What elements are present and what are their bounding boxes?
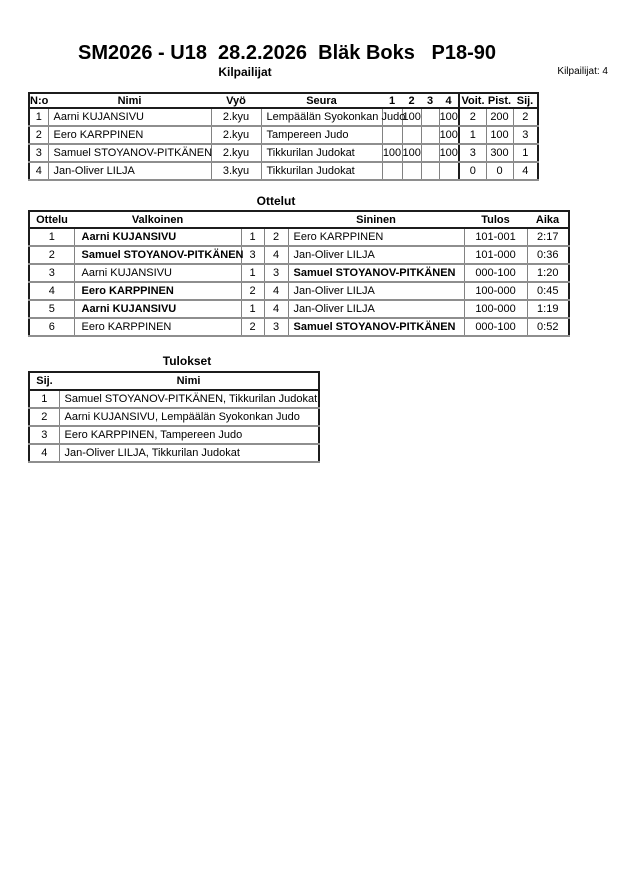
blue-name-cell: Samuel STOYANOV-PITKÄNEN [288, 318, 464, 336]
match-number-cell: 5 [29, 300, 74, 318]
white-name-cell: Samuel STOYANOV-PITKÄNEN [74, 246, 241, 264]
blue-number-cell: 4 [264, 282, 288, 300]
blue-name-cell: Jan-Oliver LILJA [288, 282, 464, 300]
seura-cell: Lempäälän Syokonkan Judo [261, 108, 382, 126]
opponent-1-header: 1 [382, 93, 402, 108]
matches-table [28, 210, 570, 337]
voit-cell: 3 [459, 144, 486, 162]
time-header: Aika [527, 211, 569, 228]
time-cell: 0:45 [527, 282, 569, 300]
white-name-cell: Aarni KUJANSIVU [74, 228, 241, 246]
match-2-cell: 100 [402, 144, 421, 162]
competitor-row [29, 162, 538, 180]
belt-header: Vyö [211, 93, 261, 108]
nimi-cell: Eero KARPPINEN [48, 126, 211, 144]
match-number-cell: 3 [29, 264, 74, 282]
match-3-cell [421, 108, 439, 126]
match-4-cell: 100 [439, 126, 459, 144]
sij-cell: 4 [513, 162, 538, 180]
blue-name-cell: Samuel STOYANOV-PITKÄNEN [288, 264, 464, 282]
seura-cell: Tikkurilan Judokat [261, 162, 382, 180]
result-header: Tulos [464, 211, 527, 228]
result-row [29, 390, 319, 408]
match-number-cell: 4 [29, 282, 74, 300]
competitor-row [29, 126, 538, 144]
blue-header: Sininen [288, 211, 464, 228]
results-header-row [29, 372, 319, 390]
result-cell: 101-001 [464, 228, 527, 246]
match-3-cell [421, 126, 439, 144]
blue-number-cell: 3 [264, 264, 288, 282]
white-name-cell: Eero KARPPINEN [74, 282, 241, 300]
vyo-cell: 2.kyu [211, 108, 261, 126]
no-cell: 4 [29, 162, 48, 180]
match-number-header: Ottelu [29, 211, 74, 228]
white-name-cell: Aarni KUJANSIVU [74, 264, 241, 282]
match-2-cell: 100 [402, 108, 421, 126]
pist-cell: 0 [486, 162, 513, 180]
no-header: N:o [30, 94, 49, 107]
rank-header: Sij. [513, 93, 538, 108]
name-header: Nimi [59, 372, 319, 390]
no-cell: 1 [29, 108, 48, 126]
name-header: Nimi [48, 93, 211, 108]
blue-number-cell: 4 [264, 300, 288, 318]
match-row [29, 228, 569, 246]
blue-number-cell: 4 [264, 246, 288, 264]
no-cell: 3 [29, 144, 48, 162]
result-row [29, 408, 319, 426]
nimi-cell: Aarni KUJANSIVU [48, 108, 211, 126]
seura-cell: Tikkurilan Judokat [261, 144, 382, 162]
white-number-cell: 1 [241, 300, 264, 318]
match-1-cell: 100 [382, 144, 402, 162]
voit-cell: 0 [459, 162, 486, 180]
match-4-cell: 100 [439, 108, 459, 126]
white-number-cell: 3 [241, 246, 264, 264]
competitor-row [29, 144, 538, 162]
seura-cell: Tampereen Judo [261, 126, 382, 144]
points-header: Pist. [487, 94, 512, 107]
result-cell: 101-000 [464, 246, 527, 264]
voit-cell: 1 [459, 126, 486, 144]
time-cell: 1:20 [527, 264, 569, 282]
pist-cell: 300 [486, 144, 513, 162]
nimi-cell: Samuel STOYANOV-PITKÄNEN [48, 144, 211, 162]
white-header: Valkoinen [74, 211, 241, 228]
results-section-title: Tulokset [162, 354, 212, 368]
name-club-cell: Aarni KUJANSIVU, Lempäälän Syokonkan Judo [59, 408, 319, 426]
rank-header: Sij. [29, 372, 59, 390]
match-4-cell: 100 [439, 144, 459, 162]
matches-section-title: Ottelut [256, 194, 296, 208]
match-2-cell [402, 162, 421, 180]
vyo-cell: 3.kyu [211, 162, 261, 180]
rank-cell: 1 [29, 390, 59, 408]
match-4-cell [439, 162, 459, 180]
blue-number-cell: 3 [264, 318, 288, 336]
voit-cell: 2 [459, 108, 486, 126]
blue-name-cell: Eero KARPPINEN [288, 228, 464, 246]
results-table [28, 371, 320, 463]
match-3-cell [421, 144, 439, 162]
competitors-header-row [29, 93, 538, 108]
time-cell: 0:36 [527, 246, 569, 264]
white-number-cell: 1 [241, 264, 264, 282]
white-name-cell: Aarni KUJANSIVU [74, 300, 241, 318]
match-3-cell [421, 162, 439, 180]
sij-cell: 3 [513, 126, 538, 144]
page-title: SM2026 - U18 28.2.2026 Bläk Boks P18-90 [77, 42, 497, 64]
rank-cell: 2 [29, 408, 59, 426]
result-cell: 100-000 [464, 300, 527, 318]
opponent-3-header: 3 [421, 93, 439, 108]
match-1-cell [382, 162, 402, 180]
nimi-cell: Jan-Oliver LILJA [48, 162, 211, 180]
blue-number-cell: 2 [264, 228, 288, 246]
time-cell: 0:52 [527, 318, 569, 336]
match-row [29, 282, 569, 300]
result-cell: 000-100 [464, 318, 527, 336]
competitors-table [28, 92, 539, 181]
matches-header-row [29, 211, 569, 228]
time-cell: 1:19 [527, 300, 569, 318]
result-row [29, 426, 319, 444]
sij-cell: 2 [513, 108, 538, 126]
competitors-count: Kilpailijat: 4 [557, 66, 608, 77]
vyo-cell: 2.kyu [211, 144, 261, 162]
club-header: Seura [261, 93, 382, 108]
opponent-4-header: 4 [439, 93, 459, 108]
result-row [29, 444, 319, 462]
match-number-cell: 2 [29, 246, 74, 264]
blue-name-cell: Jan-Oliver LILJA [288, 246, 464, 264]
match-number-cell: 1 [29, 228, 74, 246]
match-1-cell [382, 126, 402, 144]
match-2-cell [402, 126, 421, 144]
name-club-cell: Jan-Oliver LILJA, Tikkurilan Judokat [59, 444, 319, 462]
time-cell: 2:17 [527, 228, 569, 246]
vyo-cell: 2.kyu [211, 126, 261, 144]
blue-name-cell: Jan-Oliver LILJA [288, 300, 464, 318]
match-row [29, 264, 569, 282]
white-number-header [241, 211, 264, 228]
white-number-cell: 2 [241, 318, 264, 336]
rank-cell: 3 [29, 426, 59, 444]
wins-header: Voit. [459, 93, 486, 108]
white-name-cell: Eero KARPPINEN [74, 318, 241, 336]
match-row [29, 246, 569, 264]
white-number-cell: 2 [241, 282, 264, 300]
no-cell: 2 [29, 126, 48, 144]
competitors-section-title: Kilpailijat [218, 65, 272, 79]
white-number-cell: 1 [241, 228, 264, 246]
opponent-2-header: 2 [402, 93, 421, 108]
blue-number-header [264, 211, 288, 228]
sij-cell: 1 [513, 144, 538, 162]
pist-cell: 100 [486, 126, 513, 144]
match-row [29, 300, 569, 318]
match-row [29, 318, 569, 336]
pist-cell: 200 [486, 108, 513, 126]
rank-cell: 4 [29, 444, 59, 462]
name-club-cell: Eero KARPPINEN, Tampereen Judo [59, 426, 319, 444]
result-cell: 100-000 [464, 282, 527, 300]
name-club-cell: Samuel STOYANOV-PITKÄNEN, Tikkurilan Judokat [59, 390, 319, 408]
result-cell: 000-100 [464, 264, 527, 282]
match-number-cell: 6 [29, 318, 74, 336]
competitor-row [29, 108, 538, 126]
